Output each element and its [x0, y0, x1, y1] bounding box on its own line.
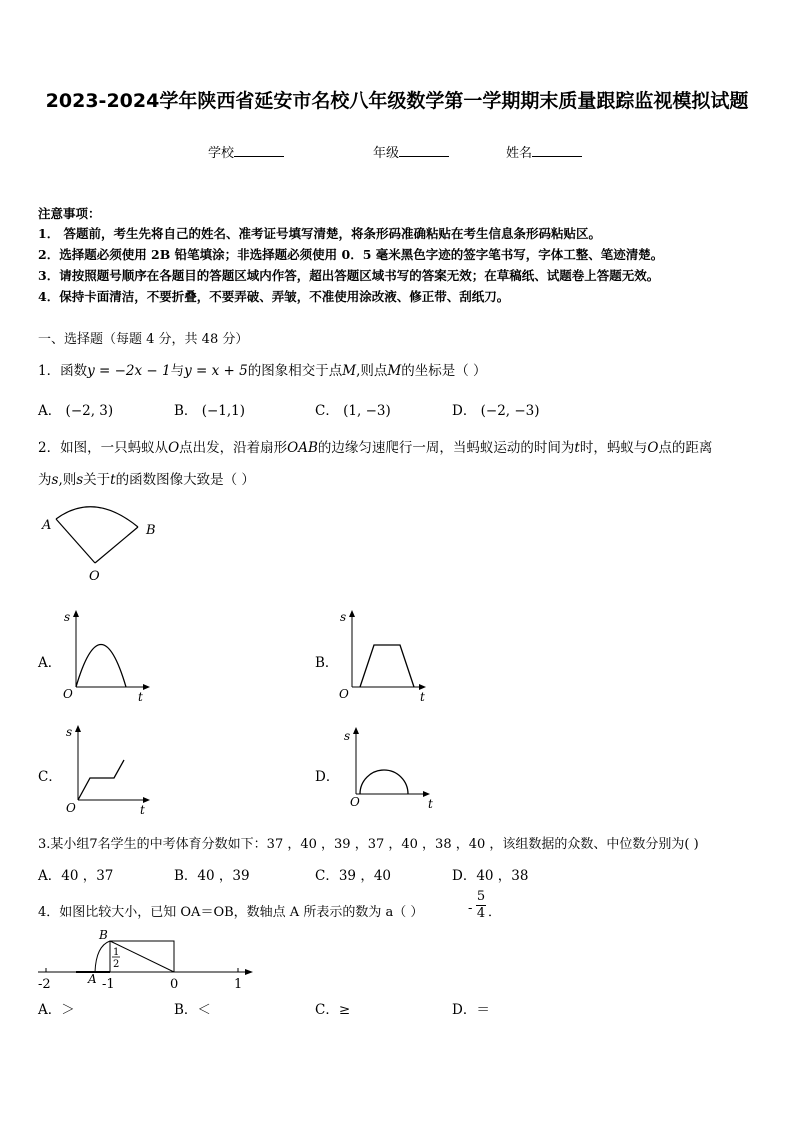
q2-option-a[interactable]: A． [38, 655, 62, 671]
q4-option-a[interactable]: A．＞ [38, 1002, 75, 1018]
axis-o: O [350, 795, 360, 809]
fraction [476, 889, 486, 921]
tick-label: -2 [38, 977, 51, 992]
diagonal-ob [110, 941, 174, 972]
sector-figure [36, 505, 166, 585]
curve [76, 645, 126, 688]
school-field[interactable]: 学校 [208, 142, 284, 161]
q3-option-c[interactable]: C．39 ，40 [315, 868, 391, 884]
notice-item: 1． 答题前，考生先将自己的姓名、准考证号填写清楚，将条形码准确粘贴在考生信息条形码粘贴区。 [38, 226, 602, 241]
q2-option-c[interactable]: C． [38, 769, 62, 785]
section-heading: 一、选择题（每题 4 分，共 48 分） [38, 332, 249, 347]
q2-option-b[interactable]: B． [315, 655, 339, 671]
label-b: B [99, 928, 108, 942]
q4-period: ． [488, 905, 502, 920]
sector-arc [56, 507, 138, 527]
graph-c [60, 722, 156, 818]
fraction-numerator: 5 [476, 889, 486, 904]
fraction-denominator: 4 [476, 906, 486, 921]
page-title: 2023-2024学年陕西省延安市名校八年级数学第一学期期末质量跟踪监视模拟试题 [45, 90, 749, 112]
grade-field[interactable]: 年级 [373, 142, 449, 161]
axis-s: s [64, 610, 71, 624]
compass-arc [95, 941, 110, 972]
y-arrow [353, 727, 359, 734]
label-b: B [146, 523, 156, 538]
tick-label: 0 [170, 977, 179, 992]
q3-option-a[interactable]: A．40 ，37 [38, 868, 114, 884]
half-numerator: 1 [113, 947, 120, 958]
sector-edge-ob [95, 527, 138, 563]
sector-edge-oa [56, 519, 95, 563]
number-line-figure [30, 926, 262, 992]
q3-option-d[interactable]: D．40 ，38 [452, 868, 529, 884]
y-arrow [73, 610, 79, 617]
q4-option-c[interactable]: C．≥ [315, 1002, 351, 1018]
question-1: 1．函数y = −2x − 1与y = x + 5的图象相交于点M,则点M的坐标是（ ） [38, 363, 487, 379]
tick-label: -1 [102, 977, 115, 992]
axis-o: O [339, 687, 349, 701]
curve [360, 770, 408, 794]
graph-a [60, 607, 156, 705]
label-o: O [89, 569, 100, 584]
axis-t: t [138, 690, 143, 704]
q1-option-d[interactable]: D． (−2, −3) [452, 403, 540, 419]
axis-s: s [66, 725, 73, 739]
x-arrow [143, 684, 150, 690]
y-arrow [349, 610, 355, 617]
q1-option-a[interactable]: A． (−2, 3) [38, 403, 114, 419]
axis-o: O [66, 801, 76, 815]
question-4: 4．如图比较大小，已知 OA＝OB，数轴点 A 所表示的数为 a（ ） [38, 905, 424, 920]
notice-item: 4．保持卡面清洁，不要折叠，不要弄破、弄皱，不准使用涂改液、修正带、刮纸刀。 [38, 289, 510, 304]
q1-option-c[interactable]: C． (1, −3) [315, 403, 391, 419]
q4-option-b[interactable]: B．＜ [174, 1002, 211, 1018]
question-2-line-2: 为s,则s关于t的函数图像大致是（ ） [38, 472, 255, 488]
axis-t: t [140, 803, 145, 817]
axis-s: s [340, 610, 347, 624]
half-denominator: 2 [113, 959, 120, 970]
label-a: A [42, 518, 52, 533]
notice-item: 3．请按照题号顺序在各题目的答题区域内作答，超出答题区域书写的答案无效；在草稿纸、试题卷上答题无效。 [38, 268, 660, 283]
number-line-arrow [245, 969, 253, 975]
axis-t: t [420, 690, 425, 704]
label-a: A [88, 972, 97, 986]
question-2-line-1: 2．如图，一只蚂蚁从O点出发，沿着扇形OAB的边缘匀速爬行一周，当蚂蚁运动的时间为t时，蚂蚁与O点的距离 [38, 440, 713, 456]
graph-b [336, 607, 432, 705]
q4-neg-sign: - [468, 901, 473, 916]
y-arrow [75, 725, 81, 732]
axis-s: s [344, 729, 351, 743]
axis-o: O [63, 687, 73, 701]
curve [360, 645, 414, 687]
q3-option-b[interactable]: B．40 ，39 [174, 868, 250, 884]
q4-option-d[interactable]: D．＝ [452, 1002, 490, 1018]
axis-t: t [428, 797, 433, 811]
curve [78, 760, 124, 800]
name-field[interactable]: 姓名 [506, 142, 582, 161]
q2-option-d[interactable]: D． [315, 769, 340, 785]
graph-d [336, 722, 436, 818]
notice-heading: 注意事项： [38, 206, 101, 221]
notice-item: 2．选择题必须使用 2B 铅笔填涂；非选择题必须使用 0．5 毫米黑色字迹的签字笔书写，字体工整、笔迹清楚。 [38, 247, 664, 262]
q1-option-b[interactable]: B． (−1,1) [174, 403, 246, 419]
tick-label: 1 [234, 977, 243, 992]
question-3: 3.某小组7名学生的中考体育分数如下：37 ，40 ，39 ，37 ，40 ，38 ，40 ，该组数据的众数、中位数分别为( ) [38, 837, 699, 852]
